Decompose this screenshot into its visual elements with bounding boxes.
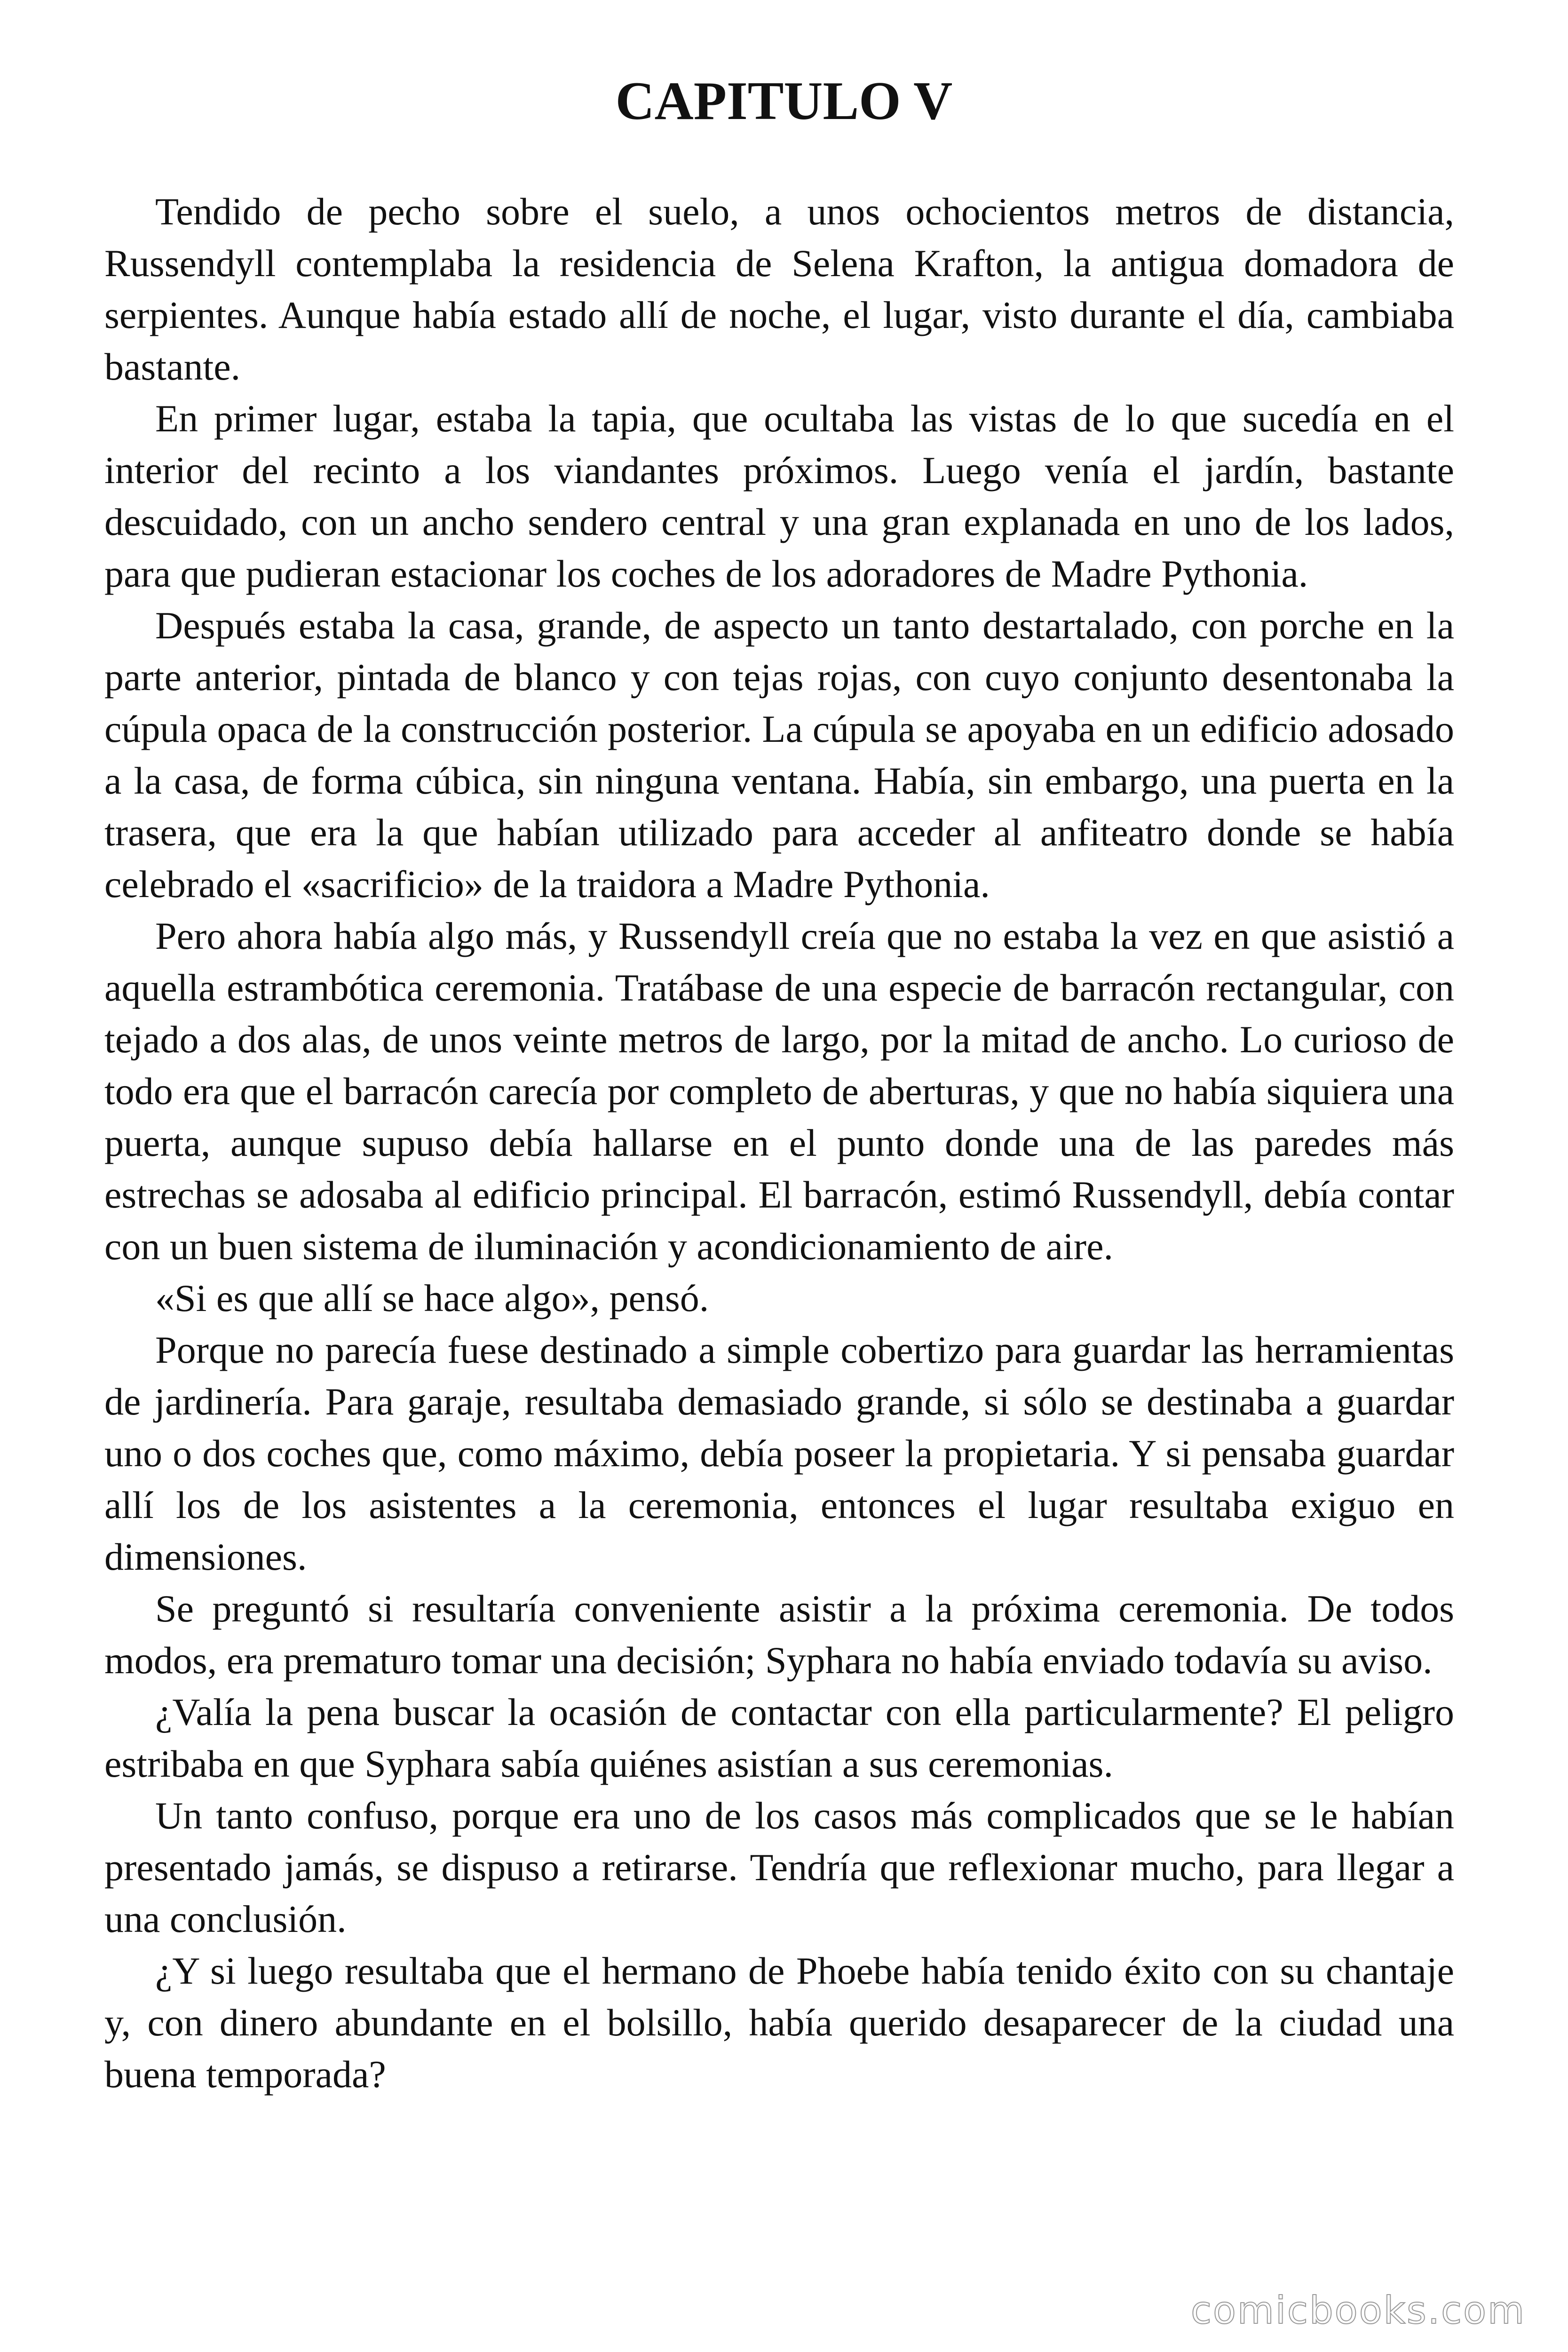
watermark: comicbooks.com	[1190, 2288, 1526, 2332]
paragraph: «Si es que allí se hace algo», pensó.	[155, 1277, 709, 1319]
paragraph: Tendido de pecho sobre el suelo, a unos ochocientos metros de distancia, Russendyll contemplaba la residencia de Selena Krafton, la antigua domadora de serpientes. Aunque había estado allí de noche, el lugar, visto durante el día, cambiaba bastante.	[104, 190, 1454, 388]
body-text	[104, 186, 1454, 2100]
paragraph: ¿Y si luego resultaba que el hermano de Phoebe había tenido éxito con su chantaje y, con dinero abundante en el bolsillo, había querido desaparecer de la ciudad una buena temporada?	[104, 1949, 1454, 2096]
paragraph: Porque no parecía fuese destinado a simple cobertizo para guardar las herramientas de jardinería. Para garaje, resultaba demasiado grande, si sólo se destinaba a guardar uno o dos coches que, como máximo, debía poseer la propietaria. Y si pensaba guardar allí los de los asistentes a la ceremonia, entonces el lugar resultaba exiguo en dimensiones.	[104, 1328, 1454, 1578]
paragraph: En primer lugar, estaba la tapia, que ocultaba las vistas de lo que sucedía en el interior del recinto a los viandantes próximos. Luego venía el jardín, bastante descuidado, con un ancho sendero central y una gran explanada en uno de los lados, para que pudieran estacionar los coches de los adoradores de Madre Pythonia.	[104, 397, 1454, 595]
paragraph: Se preguntó si resultaría conveniente asistir a la próxima ceremonia. De todos modos, era prematuro tomar una decisión; Syphara no había enviado todavía su aviso.	[104, 1587, 1454, 1682]
paragraph: Pero ahora había algo más, y Russendyll creía que no estaba la vez en que asistió a aquella estrambótica ceremonia. Tratábase de una especie de barracón rectangular, con tejado a dos alas, de unos veinte metros de largo, por la mitad de ancho. Lo curioso de todo era que el barracón carecía por completo de aberturas, y que no había siquiera una puerta, aunque supuso debía hallarse en el punto donde una de las paredes más estrechas se adosaba al edificio principal. El barracón, estimó Russendyll, debía contar con un buen sistema de iluminación y acondicionamiento de aire.	[104, 914, 1454, 1268]
paragraph: ¿Valía la pena buscar la ocasión de contactar con ella particularmente? El peligro estribaba en que Syphara sabía quiénes asistían a sus ceremonias.	[104, 1691, 1454, 1785]
chapter-title: CAPITULO V	[615, 71, 953, 131]
paragraph: Después estaba la casa, grande, de aspecto un tanto destartalado, con porche en la parte anterior, pintada de blanco y con tejas rojas, con cuyo conjunto desentonaba la cúpula opaca de la construcción posterior. La cúpula se apoyaba en un edificio adosado a la casa, de forma cúbica, sin ninguna ventana. Había, sin embargo, una puerta en la trasera, que era la que habían utilizado para acceder al anfiteatro donde se había celebrado el «sacrificio» de la traidora a Madre Pythonia.	[104, 604, 1454, 906]
paragraph: Un tanto confuso, porque era uno de los casos más complicados que se le habían presentado jamás, se dispuso a retirarse. Tendría que reflexionar mucho, para llegar a una conclusión.	[104, 1794, 1454, 1940]
